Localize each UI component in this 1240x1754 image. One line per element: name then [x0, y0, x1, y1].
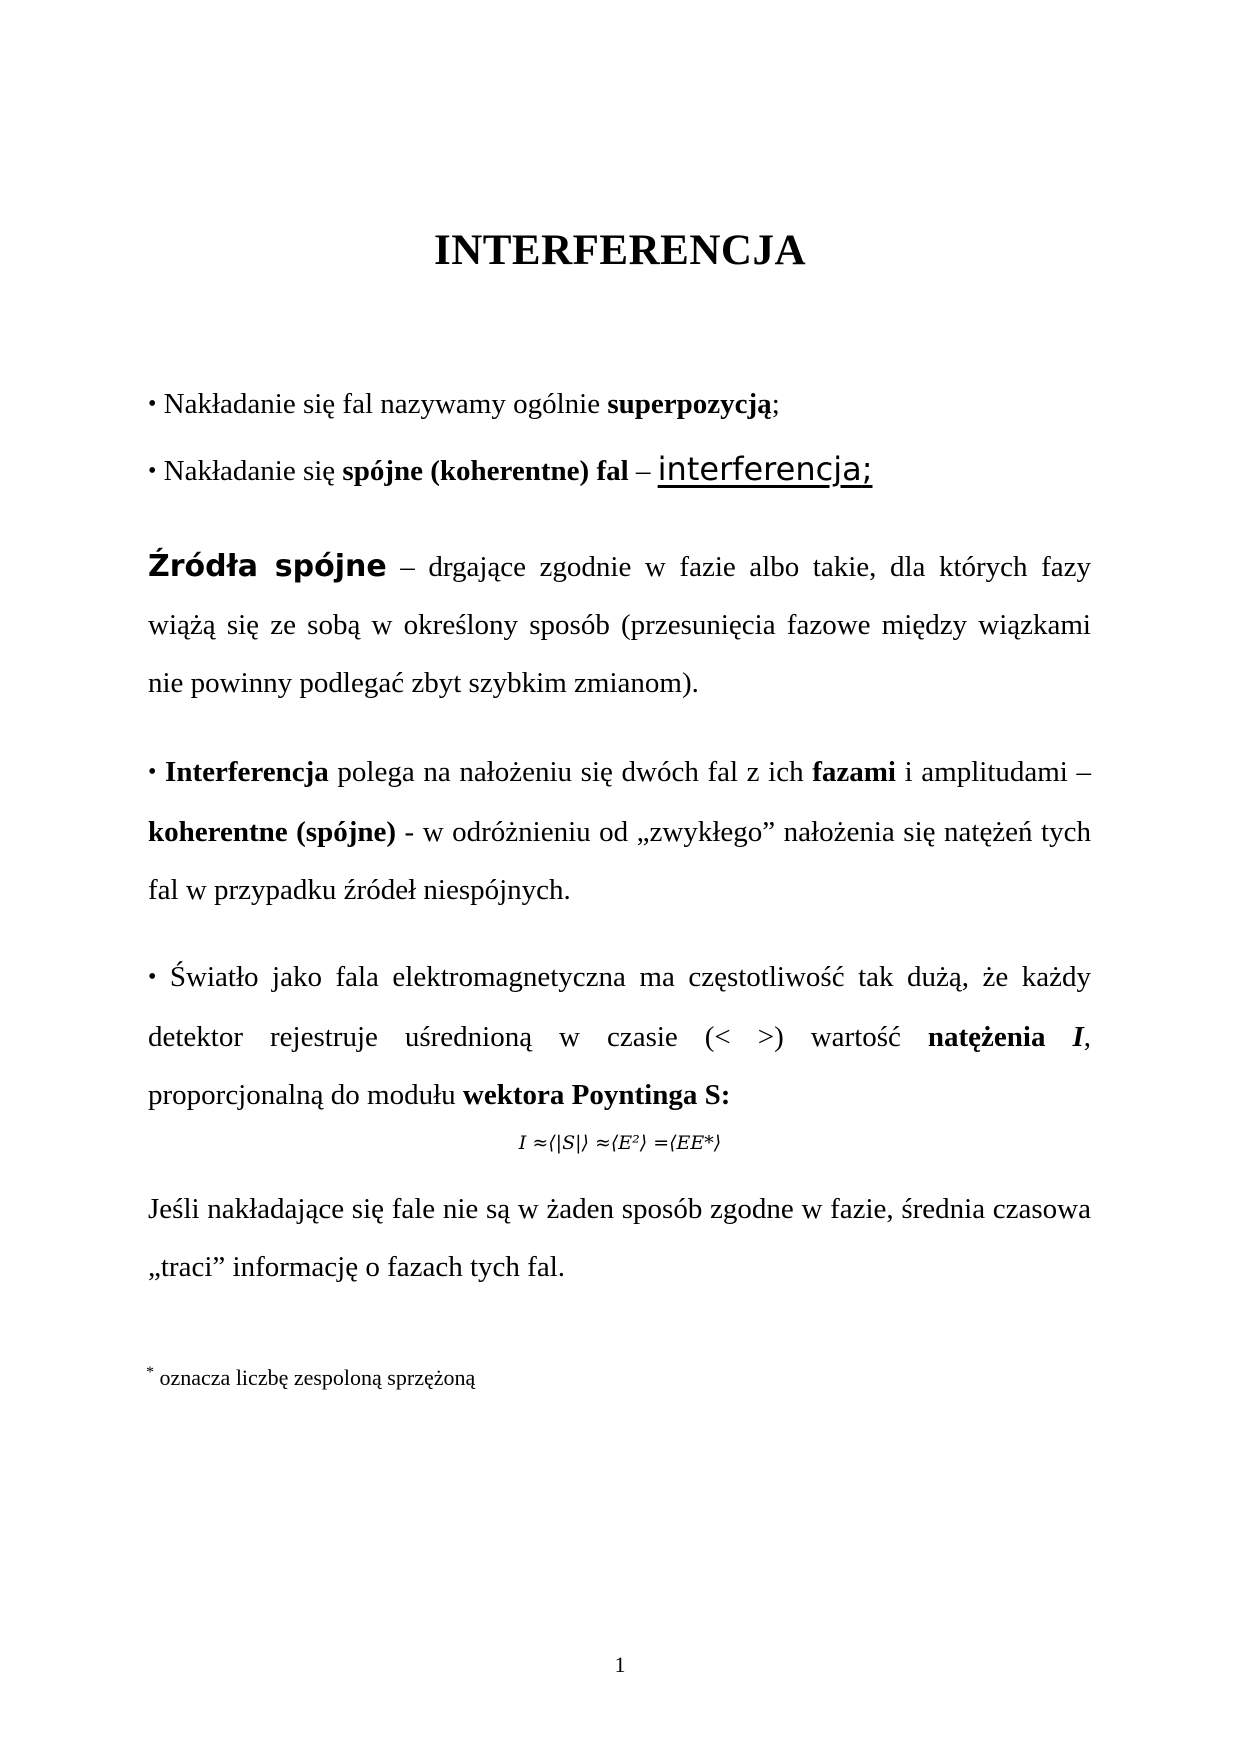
para2-bold3: koherentne (spójne): [148, 816, 397, 848]
bullet-icon: •: [148, 458, 157, 484]
paragraph-swiatlo: [148, 948, 1091, 1124]
para3-bold1: natężenia: [927, 1021, 1046, 1053]
line2-text: Nakładanie się: [163, 455, 343, 487]
line1-end: ;: [771, 388, 780, 420]
bullet-line-superpozycja: [148, 375, 1091, 435]
line2-bold: spójne (koherentne) fal: [342, 455, 629, 487]
para1-text: – drgające zgodnie w fazie albo takie, dla których fazy wiążą się ze sobą w określony sposób (przesunięcia fazowe między wiązkami nie powinny podlegać zbyt szybkim zmianom).: [148, 551, 1091, 699]
page-title: INTERFERENCJA: [433, 227, 807, 274]
footnote-mark: *: [146, 1364, 154, 1381]
para3-bold2: wektora Poyntinga S:: [462, 1079, 731, 1111]
intensity-formula: I ≈⟨|S|⟩ ≈⟨E²⟩ =⟨EE*⟩: [518, 1132, 722, 1154]
line1-text: Nakładanie się fal nazywamy ogólnie: [163, 388, 608, 420]
para3-text1: Światło jako fala elektromagnetyczna ma częstotliwość tak dużą, że każdy detektor rejestruje uśrednioną w czasie (< >) wartość: [148, 961, 1092, 1053]
paragraph-jesli: Jeśli nakładające się fale nie są w żaden sposób zgodne w fazie, średnia czasowa „traci” informację o fazach tych fal.: [148, 1193, 1091, 1283]
line2-end: ;: [861, 450, 873, 488]
bullet-icon: •: [148, 759, 157, 785]
para1-bold: Źródła spójne: [148, 549, 387, 584]
bullet-icon: •: [148, 391, 157, 417]
line1-bold: superpozycją: [607, 388, 772, 420]
interferencja-link[interactable]: interferencja: [657, 450, 862, 488]
para2-bold1: Interferencja: [165, 756, 329, 788]
footnote-text: oznacza liczbę zespoloną sprzężoną: [154, 1365, 476, 1390]
line2-dash: –: [628, 455, 658, 487]
page-number: 1: [614, 1652, 626, 1677]
para3-italic1: I: [1072, 1021, 1084, 1053]
bullet-line-interferencja: [148, 440, 1091, 502]
para2-bold2: fazami: [812, 756, 896, 788]
para3-text2: , proporcjonalną do modułu: [148, 1021, 1091, 1111]
para2-text3: - w odróżnieniu od „zwykłego” nałożenia się natężeń tych fal w przypadku źródeł niespójnych.: [148, 816, 1091, 906]
footnote: [146, 1364, 475, 1391]
paragraph-interferencja: [148, 743, 1091, 919]
paragraph-zrodla-spojne: [148, 538, 1091, 712]
para2-text2: i amplitudami –: [895, 756, 1091, 788]
para2-text1: polega na nałożeniu się dwóch fal z ich: [328, 756, 813, 788]
bullet-icon: •: [148, 964, 157, 990]
